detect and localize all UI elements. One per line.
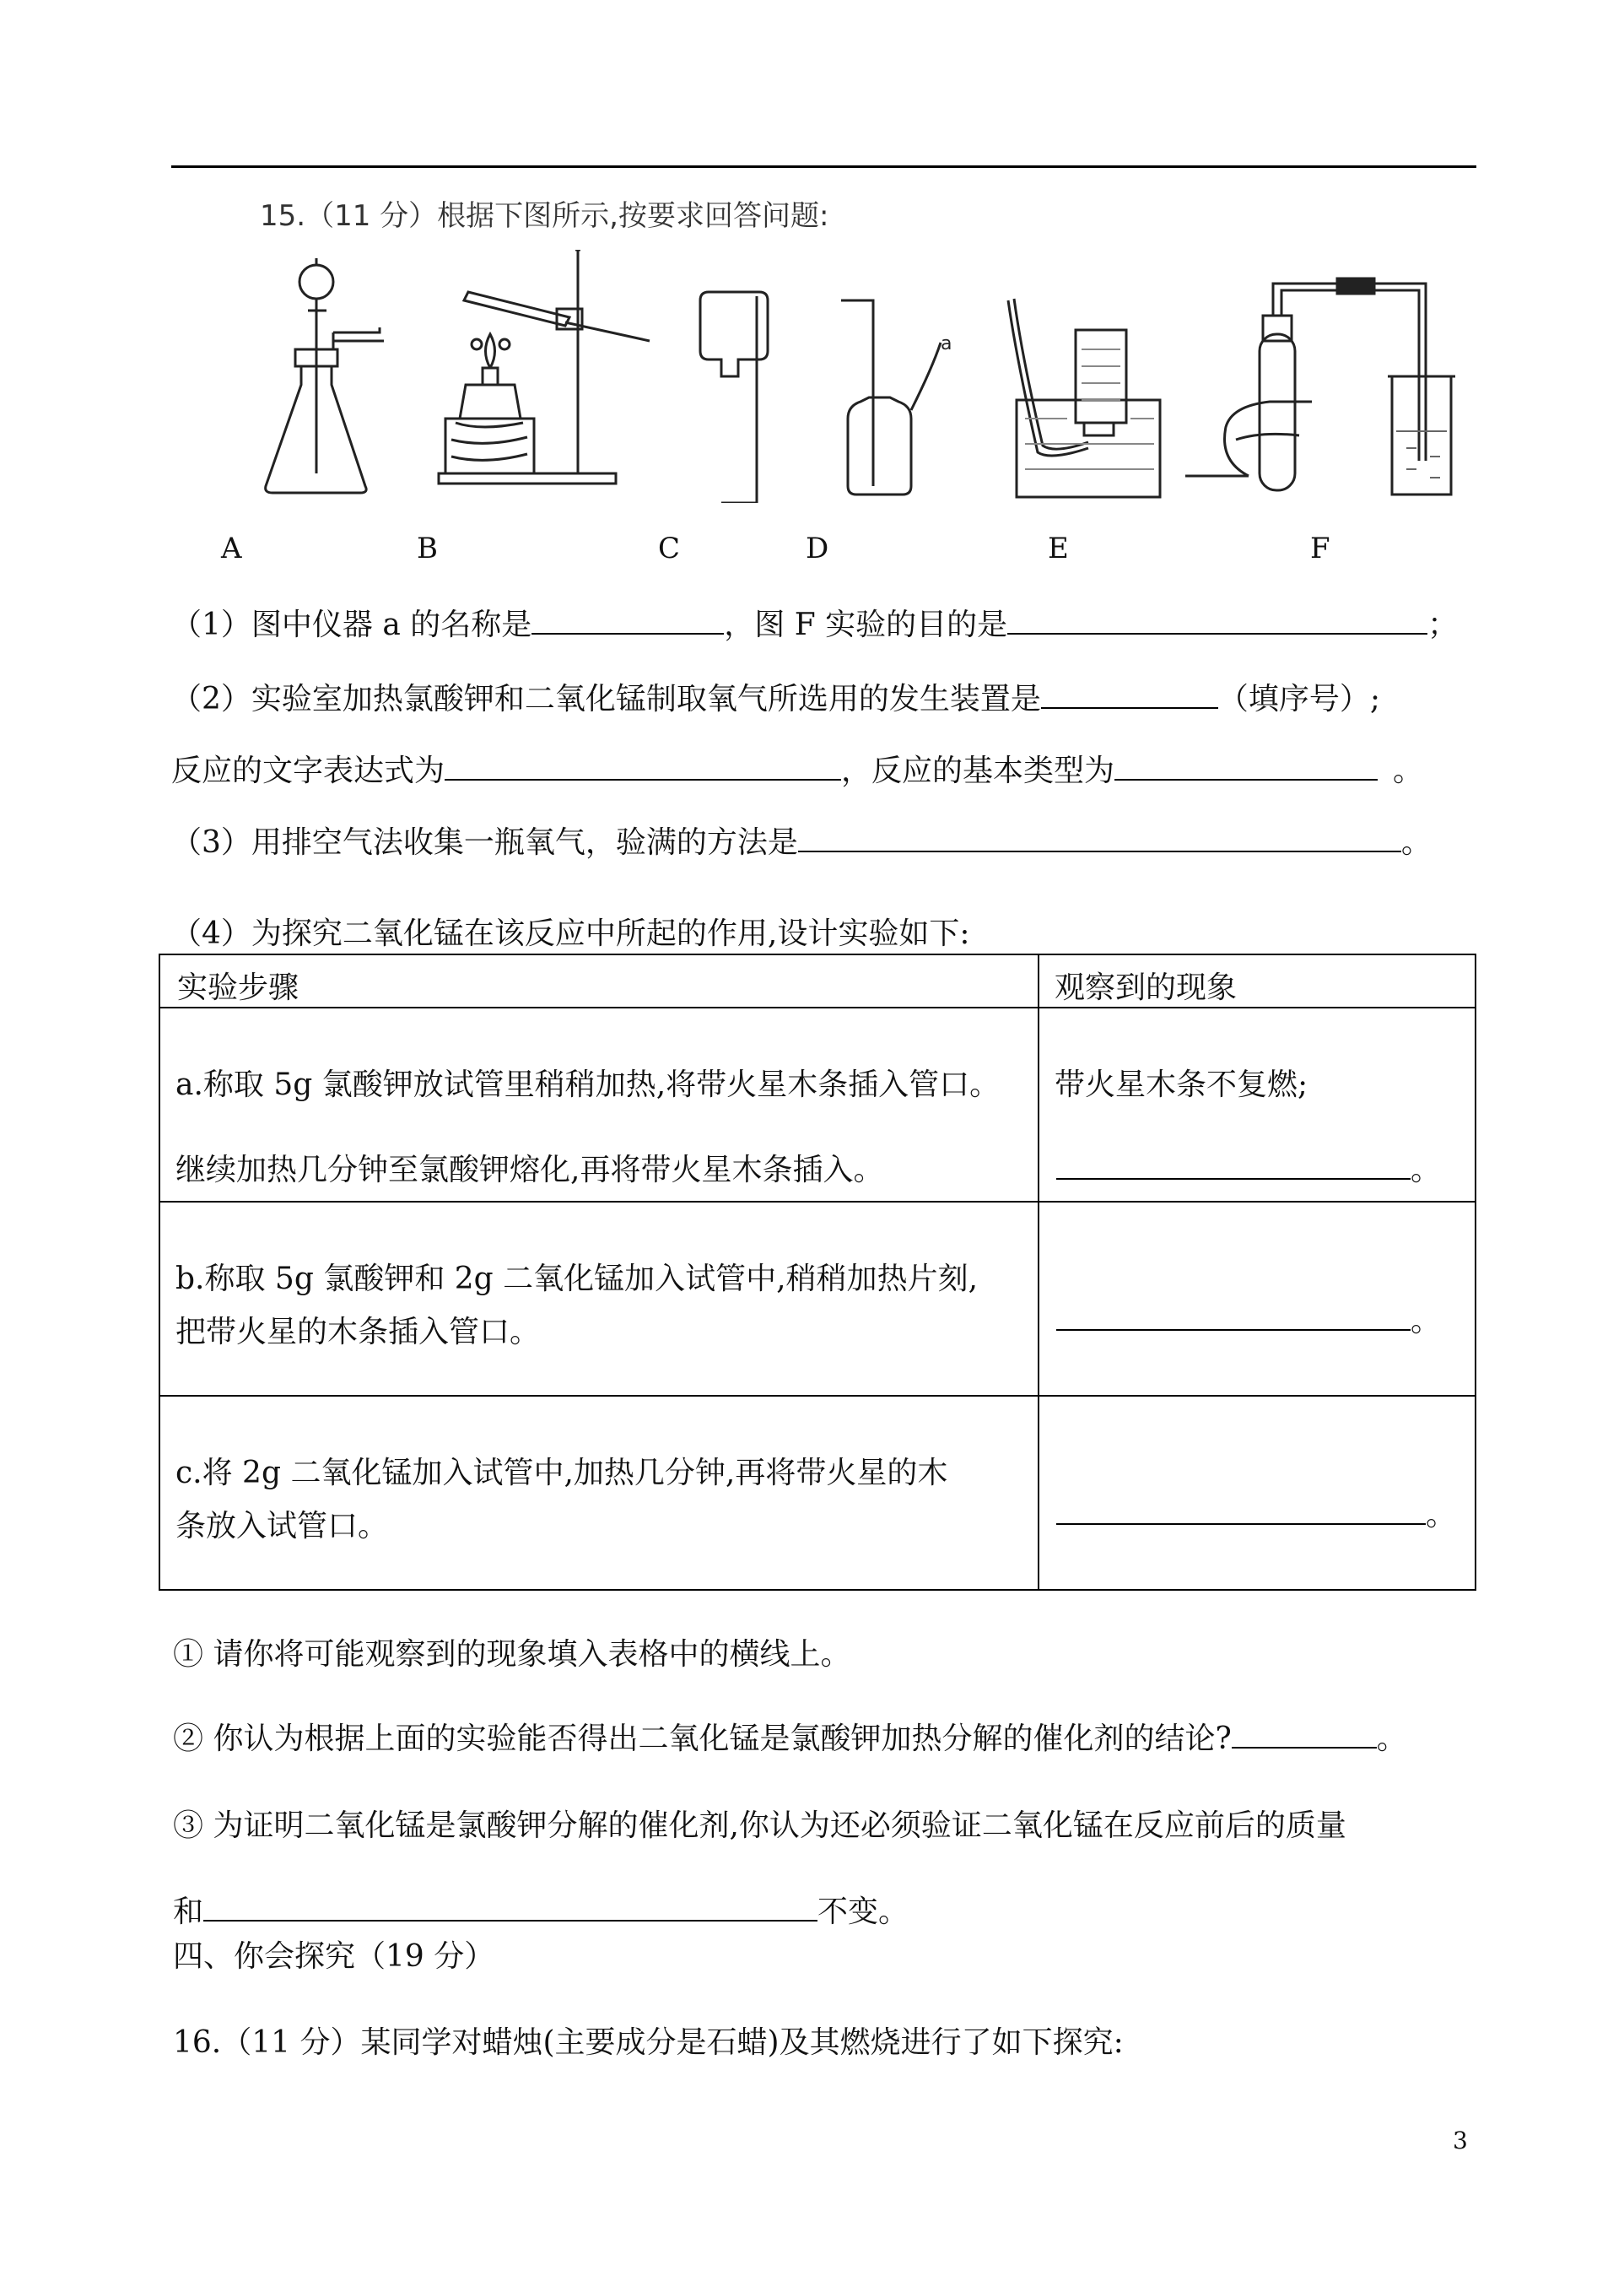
row-b-observation-blank[interactable] [1056, 1304, 1411, 1331]
row-a-period: 。 [1411, 1153, 1442, 1187]
row-a-step-2: 继续加热几分钟至氯酸钾熔化,再将带火星木条插入。 [175, 1153, 884, 1187]
generator-device-blank[interactable] [1041, 682, 1218, 709]
reaction-type-blank[interactable] [1114, 754, 1378, 781]
header-observations: 观察到的现象 [1055, 970, 1238, 1005]
apparatus-f-figure [1185, 250, 1464, 503]
question-16: 16.（11 分）某同学对蜡烛(主要成分是石蜡)及其燃烧进行了如下探究: [173, 2025, 1124, 2060]
apparatus-c-figure [688, 250, 780, 503]
followup-3-continued [173, 1888, 909, 1931]
row-c-period: 。 [1426, 1498, 1457, 1532]
experiment-table [159, 954, 1476, 1591]
q15-part3-end: 。 [1400, 825, 1432, 860]
catalyst-conclusion-blank[interactable] [1232, 1722, 1377, 1749]
apparatus-e-figure [1004, 250, 1173, 503]
followup-2-end: 。 [1376, 1722, 1407, 1756]
row-c-observation-blank[interactable] [1056, 1498, 1426, 1525]
q15-part1-end: ； [1427, 608, 1459, 642]
table-row-c [159, 1396, 1476, 1590]
row-a-observation-2-blank[interactable] [1056, 1153, 1411, 1180]
row-b-step-2: 把带火星的木条插入管口。 [175, 1315, 541, 1349]
header-rule [171, 165, 1476, 168]
unchanged-property-blank[interactable] [203, 1895, 817, 1922]
row-c-step-2: 条放入试管口。 [175, 1509, 389, 1543]
figure-label-c: C [658, 532, 681, 565]
page-number: 3 [1453, 2127, 1468, 2154]
table-row-b [159, 1202, 1476, 1396]
word-equation-blank[interactable] [445, 754, 841, 781]
f-purpose-blank[interactable] [1007, 608, 1427, 635]
q15-part2c-end: 。 [1393, 754, 1424, 788]
figure-label-e: E [1048, 532, 1069, 565]
apparatus-a-figure [257, 250, 392, 503]
instrument-name-blank[interactable] [531, 608, 724, 635]
followup-3b-text: 和 [173, 1895, 204, 1929]
q15-part2-text-b: （填序号）; [1217, 682, 1381, 716]
row-a-observation-1: 带火星木条不复燃; [1055, 1068, 1308, 1102]
q15-part4: （4）为探究二氧化锰在该反应中所起的作用,设计实验如下: [171, 916, 970, 951]
table-row-a [159, 1008, 1476, 1202]
section-4-title: 四、你会探究（19 分） [173, 1939, 495, 1974]
q15-part1-text-a: （1）图中仪器 a 的名称是 [171, 608, 532, 642]
followup-3b-end: 不变。 [817, 1895, 909, 1929]
question-15-title: 15.（11 分）根据下图所示,按要求回答问题: [260, 199, 829, 233]
followup-2 [173, 1715, 1407, 1758]
row-b-step-1: b.称取 5g 氯酸钾和 2g 二氧化锰加入试管中,稍稍加热片刻, [175, 1262, 979, 1296]
row-b-period: 。 [1411, 1304, 1442, 1338]
header-steps: 实验步骤 [177, 970, 299, 1005]
figure-label-f: F [1310, 532, 1330, 565]
followup-1: ① 请你将可能观察到的现象填入表格中的横线上。 [173, 1637, 851, 1672]
table-header-row [159, 954, 1476, 1008]
q15-part2 [171, 675, 1380, 718]
q15-part2c-text-a: 反应的文字表达式为 [171, 754, 445, 788]
followup-3: ③ 为证明二氧化锰是氯酸钾分解的催化剂,你认为还必须验证二氧化锰在反应前后的质量 [173, 1808, 1346, 1843]
q15-part2-continued [171, 747, 1423, 790]
instrument-a-label: a [941, 333, 952, 354]
row-a-step-1: a.称取 5g 氯酸钾放试管里稍稍加热,将带火星木条插入管口。 [175, 1068, 1001, 1102]
figure-label-a: A [221, 532, 242, 565]
apparatus-b-figure [430, 250, 666, 503]
figure-label-b: B [417, 532, 438, 565]
row-c-step-1: c.将 2g 二氧化锰加入试管中,加热几分钟,再将带火星的木 [175, 1456, 948, 1490]
full-check-method-blank[interactable] [798, 825, 1401, 852]
q15-part3-text: （3）用排空气法收集一瓶氧气，验满的方法是 [171, 825, 798, 860]
followup-2-text: ② 你认为根据上面的实验能否得出二氧化锰是氯酸钾加热分解的催化剂的结论? [173, 1722, 1232, 1756]
q15-part3 [171, 819, 1432, 862]
q15-part2c-text-b: ，反应的基本类型为 [841, 754, 1115, 788]
apparatus-d-figure [823, 250, 958, 503]
figure-label-d: D [806, 532, 829, 565]
q15-part1-text-b: ，图 F 实验的目的是 [724, 608, 1008, 642]
q15-part1 [171, 601, 1458, 644]
q15-part2-text-a: （2）实验室加热氯酸钾和二氧化锰制取氧气所选用的发生装置是 [171, 682, 1041, 716]
